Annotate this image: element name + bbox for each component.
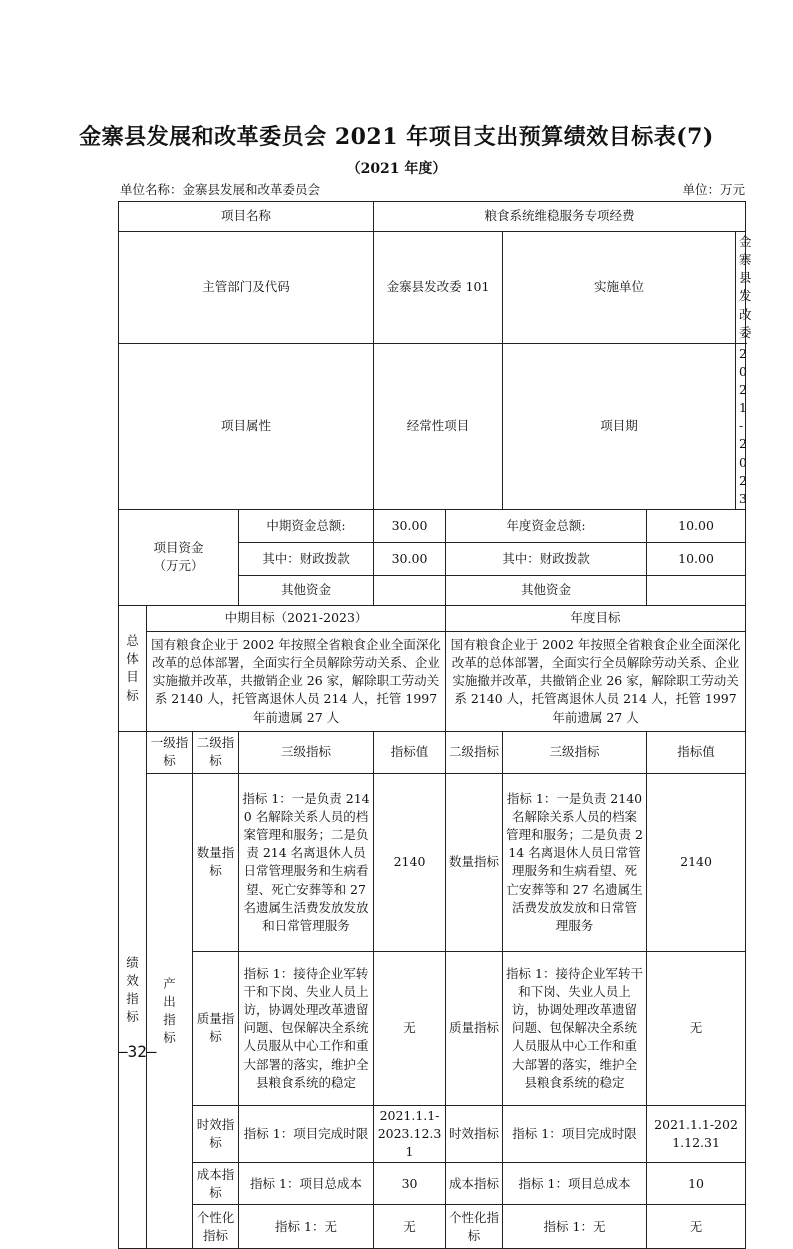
cost-year-text: 指标 1：项目总成本 bbox=[503, 1163, 647, 1205]
mid-fiscal-label: 其中：财政拨款 bbox=[239, 542, 374, 575]
impl-value: 金寨县发改委 bbox=[736, 232, 746, 344]
page-subtitle: （2021 年度） bbox=[346, 161, 447, 177]
quantity-mid-text: 指标 1：一是负责 2140 名解除关系人员的档案管理和服务；二是负责 214 名离退休人员日常管理服务和生病看望、死亡安葬等和 27 名遗属生活费发放发放和日常管理服务 bbox=[239, 773, 374, 951]
quality-year-text: 指标 1：接待企业军转干和下岗、失业人员上访，协调处理改革遗留问题、包保解决全系统人员服从中心工作和重大部署的落实，维护全县粮食系统的稳定 bbox=[503, 951, 647, 1105]
year-target-header: 年度目标 bbox=[446, 605, 746, 631]
quantity-mid-value: 2140 bbox=[374, 773, 446, 951]
mid-fiscal-value: 30.00 bbox=[374, 542, 446, 575]
project-name-label: 项目名称 bbox=[119, 202, 374, 232]
quality-label-year: 质量指标 bbox=[446, 951, 503, 1105]
personal-year-text: 指标 1：无 bbox=[503, 1205, 647, 1249]
unit-name: 单位名称：金寨县发展和改革委员会 bbox=[120, 182, 321, 197]
period-value: 2021-2023 bbox=[736, 343, 746, 509]
personal-mid-value: 无 bbox=[374, 1205, 446, 1249]
quantity-label-year: 数量指标 bbox=[446, 773, 503, 951]
header-value: 指标值 bbox=[374, 731, 446, 773]
period-label: 项目期 bbox=[503, 343, 736, 509]
quantity-year-text: 指标 1：一是负责 2140 名解除关系人员的档案管理和服务；二是负责 214 名离退休人员日常管理服务和生病看望、死亡安葬等和 27 名遗属生活费发放发放和日常管理服务 bbox=[503, 773, 647, 951]
header-value-year: 指标值 bbox=[647, 731, 746, 773]
quality-label: 质量指标 bbox=[193, 951, 239, 1105]
output-indicator-label bbox=[147, 773, 193, 1248]
personal-year-value: 无 bbox=[647, 1205, 746, 1249]
cost-label-year: 成本指标 bbox=[446, 1163, 503, 1205]
funds-label-line2: （万元） bbox=[153, 558, 204, 574]
overall-target-label-text: 总体目标 bbox=[126, 633, 139, 703]
project-name-value: 粮食系统维稳服务专项经费 bbox=[374, 202, 746, 232]
personal-mid-text: 指标 1：无 bbox=[239, 1205, 374, 1249]
funds-label bbox=[119, 509, 239, 605]
year-target-text: 国有粮食企业于 2002 年按照全省粮食企业全面深化改革的总体部署，全面实行全员解除劳动关系、企业实施撤并改革，共撤销企业 26 家，解除职工劳动关系 2140 人，托管离退休人员 214 人，托管 1997 年前遗属 27 人 bbox=[446, 631, 746, 731]
timeliness-year-value: 2021.1.1-2021.12.31 bbox=[647, 1105, 746, 1162]
output-indicator-label-text: 产出指标 bbox=[163, 975, 176, 1046]
mid-target-header: 中期目标（2021-2023） bbox=[147, 605, 446, 631]
cost-label: 成本指标 bbox=[193, 1163, 239, 1205]
year-fiscal-label: 其中：财政拨款 bbox=[446, 542, 647, 575]
funds-label-line1: 项目资金 bbox=[153, 540, 204, 556]
quality-mid-value: 无 bbox=[374, 951, 446, 1105]
page-title: 金寨县发展和改革委员会 2021 年项目支出预算绩效目标表(7) bbox=[79, 124, 714, 150]
header-level3-year: 三级指标 bbox=[503, 731, 647, 773]
year-other-label: 其他资金 bbox=[446, 575, 647, 605]
year-total-value: 10.00 bbox=[647, 509, 746, 542]
mid-total-value: 30.00 bbox=[374, 509, 446, 542]
dept-value: 金寨县发改委 101 bbox=[374, 232, 503, 344]
overall-target-label bbox=[119, 605, 147, 731]
cost-mid-value: 30 bbox=[374, 1163, 446, 1205]
perf-indicator-label bbox=[119, 731, 147, 1248]
dept-label: 主管部门及代码 bbox=[119, 232, 374, 344]
quality-mid-text: 指标 1：接待企业军转干和下岗、失业人员上访，协调处理改革遗留问题、包保解决全系统人员服从中心工作和重大部署的落实，维护全县粮食系统的稳定 bbox=[239, 951, 374, 1105]
attr-label: 项目属性 bbox=[119, 343, 374, 509]
mid-other-label: 其他资金 bbox=[239, 575, 374, 605]
page-number: —32— bbox=[118, 1042, 157, 1061]
year-total-label: 年度资金总额: bbox=[446, 509, 647, 542]
mid-total-label: 中期资金总额: bbox=[239, 509, 374, 542]
quantity-year-value: 2140 bbox=[647, 773, 746, 951]
cost-mid-text: 指标 1：项目总成本 bbox=[239, 1163, 374, 1205]
timeliness-year-text: 指标 1：项目完成时限 bbox=[503, 1105, 647, 1162]
cost-year-value: 10 bbox=[647, 1163, 746, 1205]
quantity-label: 数量指标 bbox=[193, 773, 239, 951]
header-level3: 三级指标 bbox=[239, 731, 374, 773]
impl-label: 实施单位 bbox=[503, 232, 736, 344]
personal-label: 个性化指标 bbox=[193, 1205, 239, 1249]
mid-target-text: 国有粮食企业于 2002 年按照全省粮食企业全面深化改革的总体部署，全面实行全员解除劳动关系、企业实施撤并改革，共撤销企业 26 家，解除职工劳动关系 2140 人，托管离退休人员 214 人，托管 1997 年前遗属 27 人 bbox=[147, 631, 446, 731]
mid-other-value bbox=[374, 575, 446, 605]
year-other-value bbox=[647, 575, 746, 605]
header-level2-year: 二级指标 bbox=[446, 731, 503, 773]
personal-label-year: 个性化指标 bbox=[446, 1205, 503, 1249]
timeliness-label: 时效指标 bbox=[193, 1105, 239, 1162]
performance-target-table bbox=[118, 201, 752, 1249]
header-level2: 二级指标 bbox=[193, 731, 239, 773]
timeliness-mid-text: 指标 1：项目完成时限 bbox=[239, 1105, 374, 1162]
quality-year-value: 无 bbox=[647, 951, 746, 1105]
timeliness-mid-value: 2021.1.1-2023.12.31 bbox=[374, 1105, 446, 1162]
perf-indicator-label-text: 绩效指标 bbox=[126, 954, 139, 1025]
attr-value: 经常性项目 bbox=[374, 343, 503, 509]
unit-currency: 单位：万元 bbox=[682, 182, 745, 197]
header-level1: 一级指标 bbox=[147, 731, 193, 773]
year-fiscal-value: 10.00 bbox=[647, 542, 746, 575]
timeliness-label-year: 时效指标 bbox=[446, 1105, 503, 1162]
